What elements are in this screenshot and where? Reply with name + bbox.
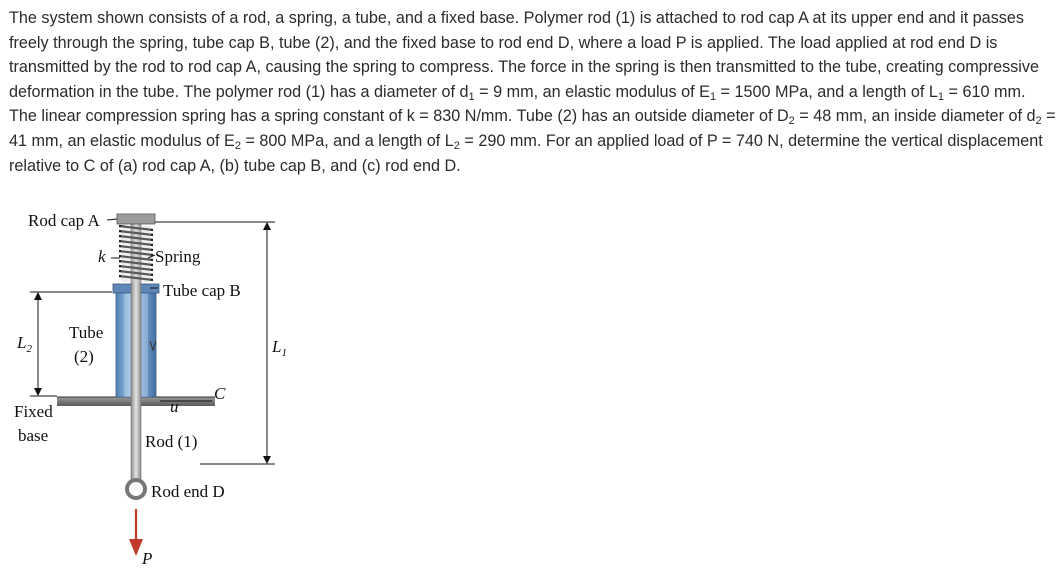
rod-end-d	[127, 480, 145, 498]
problem-text-9: = 41 mm, an elastic modulus of E	[9, 107, 1056, 150]
problem-text-1: The system shown consists of a rod, a spring, a tube, and a fixed base. Polymer rod (1) is attached to rod cap A at its upper end and it passes freely through the spring, tube cap B, tube (2), and the fixed base to rod end D, where a load P is applied.	[9, 9, 1024, 52]
label-k: k	[98, 247, 106, 266]
problem-text-5: = 9 mm, an elastic modulus of E	[474, 82, 710, 101]
label-u: u	[170, 397, 179, 416]
sub-l2: 2	[453, 139, 460, 152]
problem-text-11: = 290 mm. For an applied load of P = 740 N, determine the vertical displacement relative to C of (a) rod cap A, (b) tube cap B, and (c) rod end D.	[9, 131, 1043, 175]
leader-rod-cap-a	[107, 219, 117, 220]
l2-arrow-top	[34, 292, 42, 300]
label-l2: $L_2$	[17, 333, 32, 355]
spring-body	[121, 226, 151, 282]
mechanism-figure	[0, 200, 300, 586]
sub-l1: 1	[937, 90, 945, 103]
label-base: base	[18, 426, 49, 445]
load-arrow-head	[129, 539, 143, 556]
problem-text-2: The load applied at rod end D is transmitted by the rod to rod cap A, causing the spring to compress.	[9, 33, 998, 77]
l2-arrow-bottom	[34, 388, 42, 396]
problem-text-4: The polymer rod (1) has a diameter of d	[183, 82, 469, 101]
sub-D2: 2	[788, 115, 795, 128]
label-l1: $L_1$	[272, 337, 287, 359]
rod-cap-a	[117, 214, 155, 224]
problem-text-3: The force in the spring is then transmitted to the tube, creating compressive deformation in the tube.	[9, 58, 1039, 101]
label-spring: Spring	[155, 247, 201, 266]
label-c: C	[214, 384, 226, 403]
label-tube-num: (2)	[74, 347, 94, 366]
label-rod1: Rod (1)	[145, 432, 198, 451]
problem-text-10: = 800 MPa, and a length of L	[240, 131, 454, 150]
sub-d1: 1	[468, 90, 475, 103]
l1-arrow-bottom	[263, 456, 271, 464]
problem-text-6: = 1500 MPa, and a length of L	[716, 82, 938, 101]
sub-e2: 2	[234, 139, 241, 152]
label-rod-cap-a: Rod cap A	[28, 211, 100, 230]
problem-text-7: = 610 mm. The linear compression spring has a spring constant of k = 830 N/mm. Tube (2) has an outside diameter of D	[9, 82, 1026, 126]
label-p: P	[142, 549, 153, 568]
label-tube-cap-b: Tube cap B	[163, 281, 241, 300]
problem-statement	[9, 6, 1057, 178]
label-tube: Tube	[69, 323, 104, 342]
l1-arrow-top	[263, 222, 271, 230]
label-rod-end-d: Rod end D	[151, 482, 225, 501]
sub-e1: 1	[709, 90, 717, 103]
label-fixed: Fixed	[14, 402, 53, 421]
sub-d2: 2	[1035, 115, 1042, 128]
problem-text-8: = 48 mm, an inside diameter of d	[794, 107, 1036, 126]
